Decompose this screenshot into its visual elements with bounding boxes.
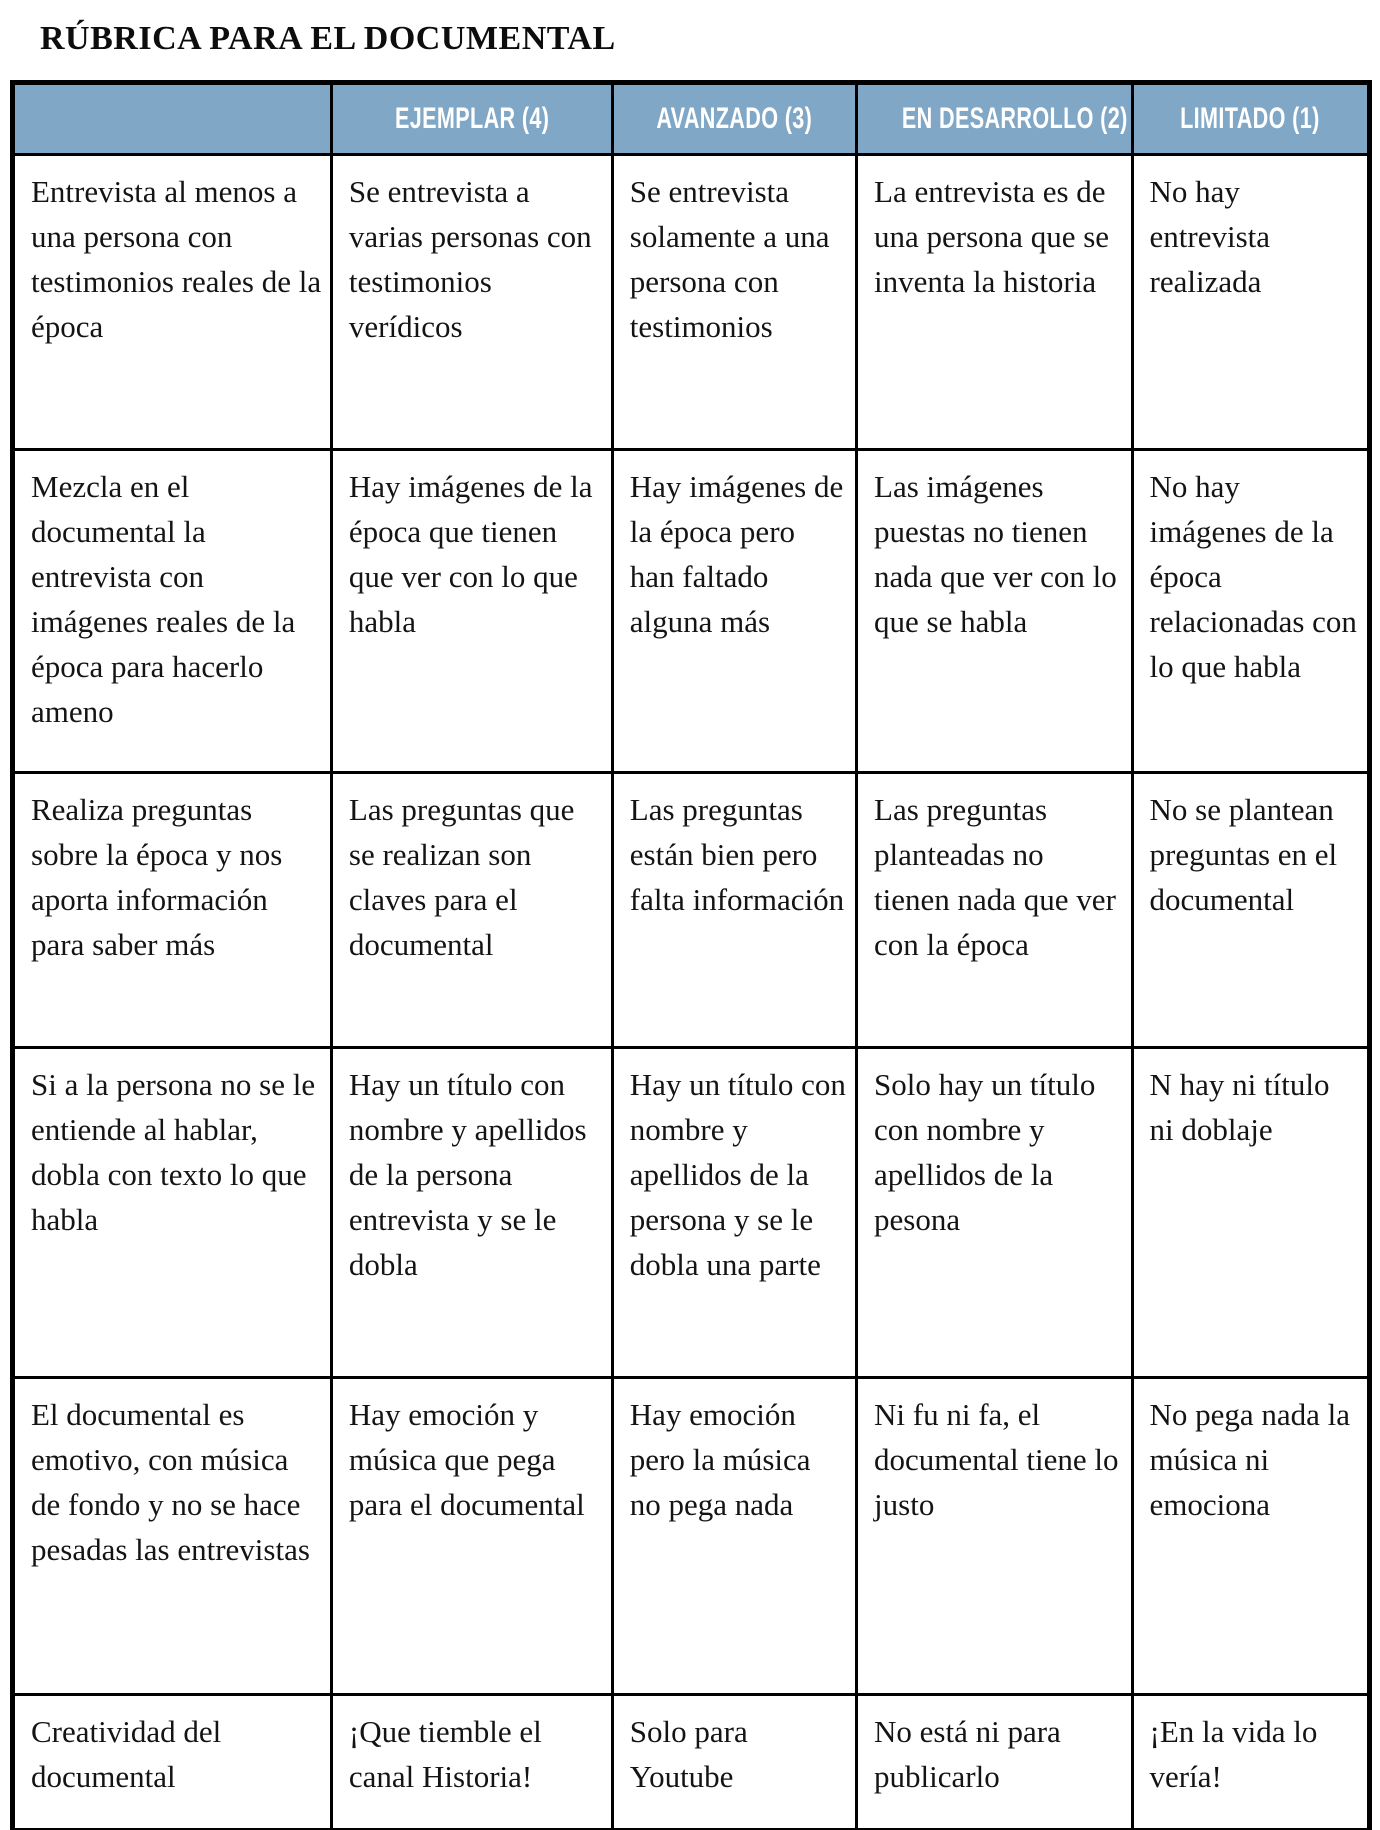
level-cell: Se entrevista a varias personas con testimonios verídicos: [331, 155, 612, 450]
level-cell: No está ni para publicarlo: [857, 1695, 1132, 1830]
level-cell: Las preguntas que se realizan son claves para el documental: [331, 773, 612, 1048]
level-cell: Solo hay un título con nombre y apellidos de la pesona: [857, 1048, 1132, 1378]
level-cell: La entrevista es de una persona que se inventa la historia: [857, 155, 1132, 450]
level-cell: No pega nada la música ni emociona: [1132, 1378, 1370, 1695]
header-label: EJEMPLAR (4): [394, 102, 550, 135]
table-row: [13, 773, 1370, 1048]
table-row: [13, 450, 1370, 773]
header-label: EN DESARROLLO (2): [901, 102, 1128, 135]
level-cell: Las preguntas están bien pero falta información: [612, 773, 856, 1048]
level-cell: No hay imágenes de la época relacionadas con lo que habla: [1132, 450, 1370, 773]
level-cell: No hay entrevista realizada: [1132, 155, 1370, 450]
level-cell: Hay un título con nombre y apellidos de la persona entrevista y se le dobla: [331, 1048, 612, 1378]
page-title: RÚBRICA PARA EL DOCUMENTAL: [40, 20, 616, 57]
table-row: [13, 1048, 1370, 1378]
level-cell: Hay un título con nombre y apellidos de la persona y se le dobla una parte: [612, 1048, 856, 1378]
table-header-row: [13, 83, 1370, 155]
header-cell-empty: [13, 83, 332, 155]
criterion-cell: Entrevista al menos a una persona con testimonios reales de la época: [13, 155, 332, 450]
level-cell: Las imágenes puestas no tienen nada que ver con lo que se habla: [857, 450, 1132, 773]
criterion-cell: Mezcla en el documental la entrevista con imágenes reales de la época para hacerlo ameno: [13, 450, 332, 773]
level-cell: ¡En la vida lo vería!: [1132, 1695, 1370, 1830]
header-cell-limitado: [1132, 83, 1370, 155]
level-cell: Las preguntas planteadas no tienen nada que ver con la época: [857, 773, 1132, 1048]
level-cell: Solo para Youtube: [612, 1695, 856, 1830]
level-cell: Hay imágenes de la época pero han faltado alguna más: [612, 450, 856, 773]
level-cell: ¡Que tiemble el canal Historia!: [331, 1695, 612, 1830]
criterion-cell: Creatividad del documental: [13, 1695, 332, 1830]
table-row: [13, 1378, 1370, 1695]
header-cell-en-desarrollo: [857, 83, 1132, 155]
table-row: [13, 155, 1370, 450]
criterion-cell: Realiza preguntas sobre la época y nos aporta información para saber más: [13, 773, 332, 1048]
level-cell: Ni fu ni fa, el documental tiene lo justo: [857, 1378, 1132, 1695]
rubric-table: [10, 80, 1372, 1830]
table-row: [13, 1695, 1370, 1830]
header-cell-ejemplar: [331, 83, 612, 155]
header-label: AVANZADO (3): [656, 102, 813, 135]
level-cell: Hay imágenes de la época que tienen que ver con lo que habla: [331, 450, 612, 773]
level-cell: N hay ni título ni doblaje: [1132, 1048, 1370, 1378]
header-cell-avanzado: [612, 83, 856, 155]
criterion-cell: El documental es emotivo, con música de fondo y no se hace pesadas las entrevistas: [13, 1378, 332, 1695]
level-cell: Hay emoción y música que pega para el documental: [331, 1378, 612, 1695]
level-cell: Hay emoción pero la música no pega nada: [612, 1378, 856, 1695]
criterion-cell: Si a la persona no se le entiende al hablar, dobla con texto lo que habla: [13, 1048, 332, 1378]
header-label: LIMITADO (1): [1180, 102, 1320, 135]
level-cell: Se entrevista solamente a una persona con testimonios: [612, 155, 856, 450]
level-cell: No se plantean preguntas en el documental: [1132, 773, 1370, 1048]
